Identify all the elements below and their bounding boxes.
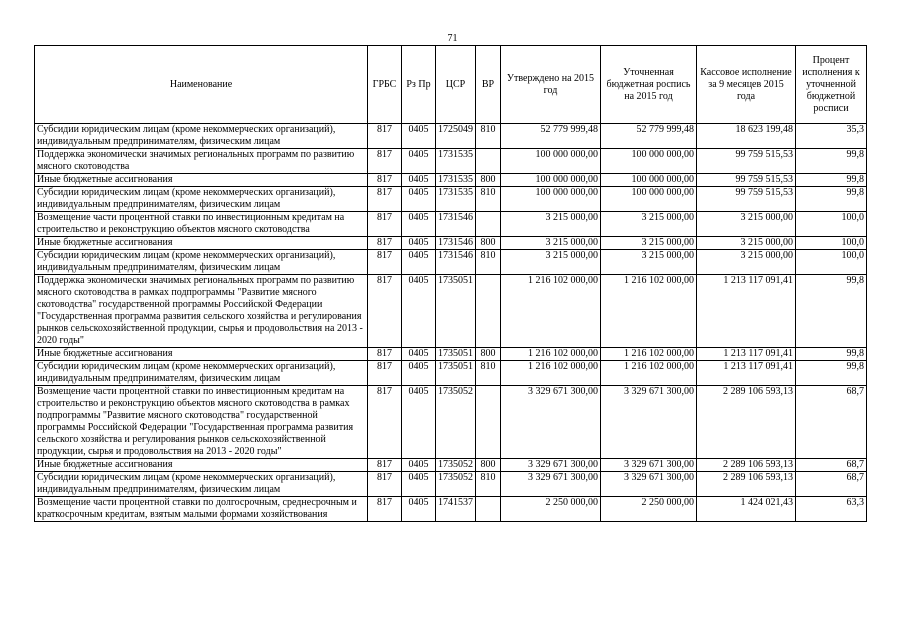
cell-approved: 3 215 000,00 (501, 237, 601, 250)
cell-rzpr: 0405 (402, 212, 436, 237)
cell-grbs: 817 (368, 348, 402, 361)
table-row (35, 212, 867, 237)
cell-refined: 3 215 000,00 (601, 212, 697, 237)
cell-rzpr: 0405 (402, 250, 436, 275)
table-row (35, 459, 867, 472)
table-row (35, 250, 867, 275)
cell-name: Возмещение части процентной ставки по долгосрочным, среднесрочным и краткосрочным кредитам, взятым малыми формами хозяйствования (35, 497, 368, 522)
cell-cash: 2 289 106 593,13 (697, 472, 796, 497)
cell-refined: 2 250 000,00 (601, 497, 697, 522)
cell-refined: 52 779 999,48 (601, 124, 697, 149)
table-row (35, 386, 867, 459)
cell-cash: 2 289 106 593,13 (697, 386, 796, 459)
cell-rzpr: 0405 (402, 174, 436, 187)
cell-refined: 100 000 000,00 (601, 174, 697, 187)
table-row (35, 187, 867, 212)
header-grbs: ГРБС (368, 46, 402, 124)
cell-cash: 1 424 021,43 (697, 497, 796, 522)
cell-refined: 3 329 671 300,00 (601, 386, 697, 459)
cell-vr: 810 (476, 187, 501, 212)
table-row (35, 237, 867, 250)
cell-vr: 810 (476, 124, 501, 149)
cell-vr: 800 (476, 174, 501, 187)
cell-grbs: 817 (368, 174, 402, 187)
cell-rzpr: 0405 (402, 275, 436, 348)
cell-percent: 99,8 (796, 149, 867, 174)
cell-csr: 1735052 (436, 472, 476, 497)
cell-refined: 3 329 671 300,00 (601, 472, 697, 497)
cell-approved: 1 216 102 000,00 (501, 361, 601, 386)
table-row (35, 361, 867, 386)
cell-approved: 3 215 000,00 (501, 212, 601, 237)
cell-vr: 810 (476, 361, 501, 386)
cell-grbs: 817 (368, 386, 402, 459)
cell-name: Субсидии юридическим лицам (кроме некоммерческих организаций), индивидуальным предпринимателям, физическим лицам (35, 187, 368, 212)
cell-rzpr: 0405 (402, 361, 436, 386)
cell-csr: 1731535 (436, 187, 476, 212)
cell-percent: 99,8 (796, 187, 867, 212)
header-percent: Процент исполнения к уточненной бюджетной росписи (796, 46, 867, 124)
header-refined: Уточненная бюджетная роспись на 2015 год (601, 46, 697, 124)
cell-approved: 100 000 000,00 (501, 174, 601, 187)
table-row (35, 149, 867, 174)
cell-cash: 1 213 117 091,41 (697, 348, 796, 361)
header-approved: Утверждено на 2015 год (501, 46, 601, 124)
cell-grbs: 817 (368, 497, 402, 522)
cell-name: Иные бюджетные ассигнования (35, 237, 368, 250)
table-body (35, 124, 867, 522)
table-row (35, 124, 867, 149)
cell-cash: 3 215 000,00 (697, 212, 796, 237)
cell-csr: 1731546 (436, 212, 476, 237)
cell-csr: 1735051 (436, 361, 476, 386)
cell-vr: 800 (476, 459, 501, 472)
cell-grbs: 817 (368, 124, 402, 149)
cell-grbs: 817 (368, 187, 402, 212)
cell-name: Иные бюджетные ассигнования (35, 174, 368, 187)
cell-percent: 35,3 (796, 124, 867, 149)
cell-rzpr: 0405 (402, 149, 436, 174)
header-csr: ЦСР (436, 46, 476, 124)
cell-vr: 800 (476, 237, 501, 250)
cell-percent: 68,7 (796, 472, 867, 497)
table-row (35, 472, 867, 497)
cell-approved: 3 329 671 300,00 (501, 459, 601, 472)
cell-vr: 810 (476, 250, 501, 275)
budget-table (34, 45, 867, 522)
cell-refined: 100 000 000,00 (601, 187, 697, 212)
cell-grbs: 817 (368, 250, 402, 275)
header-name: Наименование (35, 46, 368, 124)
cell-cash: 1 213 117 091,41 (697, 275, 796, 348)
cell-vr: 810 (476, 472, 501, 497)
cell-csr: 1735052 (436, 386, 476, 459)
cell-percent: 99,8 (796, 361, 867, 386)
cell-percent: 63,3 (796, 497, 867, 522)
cell-approved: 3 215 000,00 (501, 250, 601, 275)
cell-vr (476, 275, 501, 348)
cell-approved: 3 329 671 300,00 (501, 386, 601, 459)
cell-csr: 1731546 (436, 237, 476, 250)
cell-refined: 100 000 000,00 (601, 149, 697, 174)
cell-approved: 100 000 000,00 (501, 187, 601, 212)
cell-name: Поддержка экономически значимых региональных программ по развитию мясного скотоводства (35, 149, 368, 174)
header-rzpr: Рз Пр (402, 46, 436, 124)
page-number: 71 (447, 33, 458, 44)
table-row (35, 174, 867, 187)
cell-csr: 1731546 (436, 250, 476, 275)
cell-approved: 100 000 000,00 (501, 149, 601, 174)
cell-grbs: 817 (368, 275, 402, 348)
cell-grbs: 817 (368, 212, 402, 237)
cell-approved: 3 329 671 300,00 (501, 472, 601, 497)
cell-vr (476, 497, 501, 522)
table-row (35, 348, 867, 361)
cell-name: Субсидии юридическим лицам (кроме некоммерческих организаций), индивидуальным предпринимателям, физическим лицам (35, 361, 368, 386)
cell-vr: 800 (476, 348, 501, 361)
cell-grbs: 817 (368, 361, 402, 386)
cell-rzpr: 0405 (402, 124, 436, 149)
cell-percent: 68,7 (796, 386, 867, 459)
cell-csr: 1731535 (436, 149, 476, 174)
table-row (35, 275, 867, 348)
cell-approved: 1 216 102 000,00 (501, 275, 601, 348)
cell-approved: 52 779 999,48 (501, 124, 601, 149)
cell-rzpr: 0405 (402, 472, 436, 497)
cell-vr (476, 212, 501, 237)
cell-csr: 1741537 (436, 497, 476, 522)
cell-rzpr: 0405 (402, 386, 436, 459)
cell-approved: 2 250 000,00 (501, 497, 601, 522)
cell-percent: 68,7 (796, 459, 867, 472)
cell-rzpr: 0405 (402, 459, 436, 472)
cell-csr: 1735051 (436, 275, 476, 348)
cell-percent: 99,8 (796, 348, 867, 361)
cell-rzpr: 0405 (402, 237, 436, 250)
header-vr: ВР (476, 46, 501, 124)
cell-vr (476, 149, 501, 174)
cell-rzpr: 0405 (402, 348, 436, 361)
cell-name: Субсидии юридическим лицам (кроме некоммерческих организаций), индивидуальным предпринимателям, физическим лицам (35, 472, 368, 497)
cell-csr: 1725049 (436, 124, 476, 149)
cell-refined: 1 216 102 000,00 (601, 275, 697, 348)
cell-cash: 99 759 515,53 (697, 187, 796, 212)
header-cash: Кассовое исполнение за 9 месяцев 2015 года (697, 46, 796, 124)
cell-refined: 3 215 000,00 (601, 250, 697, 275)
cell-cash: 1 213 117 091,41 (697, 361, 796, 386)
cell-csr: 1735052 (436, 459, 476, 472)
cell-grbs: 817 (368, 149, 402, 174)
cell-name: Поддержка экономически значимых региональных программ по развитию мясного скотоводства в рамках подпрограммы "Развитие мясного скотоводства" государственной программы Российской Федерации "Государственная программа развития сельского хозяйства и регулирования рынков сельскохозяйственной продукции, сырья и продовольствия на 2013 - 2020 годы" (35, 275, 368, 348)
cell-name: Иные бюджетные ассигнования (35, 348, 368, 361)
cell-percent: 100,0 (796, 212, 867, 237)
table-row (35, 497, 867, 522)
cell-rzpr: 0405 (402, 187, 436, 212)
cell-cash: 99 759 515,53 (697, 174, 796, 187)
cell-rzpr: 0405 (402, 497, 436, 522)
cell-cash: 18 623 199,48 (697, 124, 796, 149)
cell-name: Возмещение части процентной ставки по инвестиционным кредитам на строительство и реконструкцию объектов мясного скотоводства (35, 212, 368, 237)
cell-cash: 99 759 515,53 (697, 149, 796, 174)
cell-percent: 99,8 (796, 275, 867, 348)
cell-csr: 1731535 (436, 174, 476, 187)
cell-refined: 1 216 102 000,00 (601, 348, 697, 361)
cell-refined: 1 216 102 000,00 (601, 361, 697, 386)
cell-approved: 1 216 102 000,00 (501, 348, 601, 361)
cell-grbs: 817 (368, 459, 402, 472)
cell-cash: 3 215 000,00 (697, 237, 796, 250)
cell-vr (476, 386, 501, 459)
cell-name: Субсидии юридическим лицам (кроме некоммерческих организаций), индивидуальным предпринимателям, физическим лицам (35, 250, 368, 275)
cell-refined: 3 329 671 300,00 (601, 459, 697, 472)
cell-csr: 1735051 (436, 348, 476, 361)
cell-name: Возмещение части процентной ставки по инвестиционным кредитам на строительство и реконструкцию объектов мясного скотоводства в рамках подпрограммы "Развитие мясного скотоводства" государственной программы Российской Федерации "Государственная программа развития сельского хозяйства и регулирования рынков сельскохозяйственной продукции, сырья и продовольствия на 2013 - 2020 годы" (35, 386, 368, 459)
cell-name: Субсидии юридическим лицам (кроме некоммерческих организаций), индивидуальным предпринимателям, физическим лицам (35, 124, 368, 149)
cell-cash: 3 215 000,00 (697, 250, 796, 275)
cell-cash: 2 289 106 593,13 (697, 459, 796, 472)
cell-grbs: 817 (368, 472, 402, 497)
cell-percent: 100,0 (796, 250, 867, 275)
cell-percent: 100,0 (796, 237, 867, 250)
cell-name: Иные бюджетные ассигнования (35, 459, 368, 472)
cell-refined: 3 215 000,00 (601, 237, 697, 250)
cell-grbs: 817 (368, 237, 402, 250)
cell-percent: 99,8 (796, 174, 867, 187)
table-header-row (35, 46, 867, 124)
